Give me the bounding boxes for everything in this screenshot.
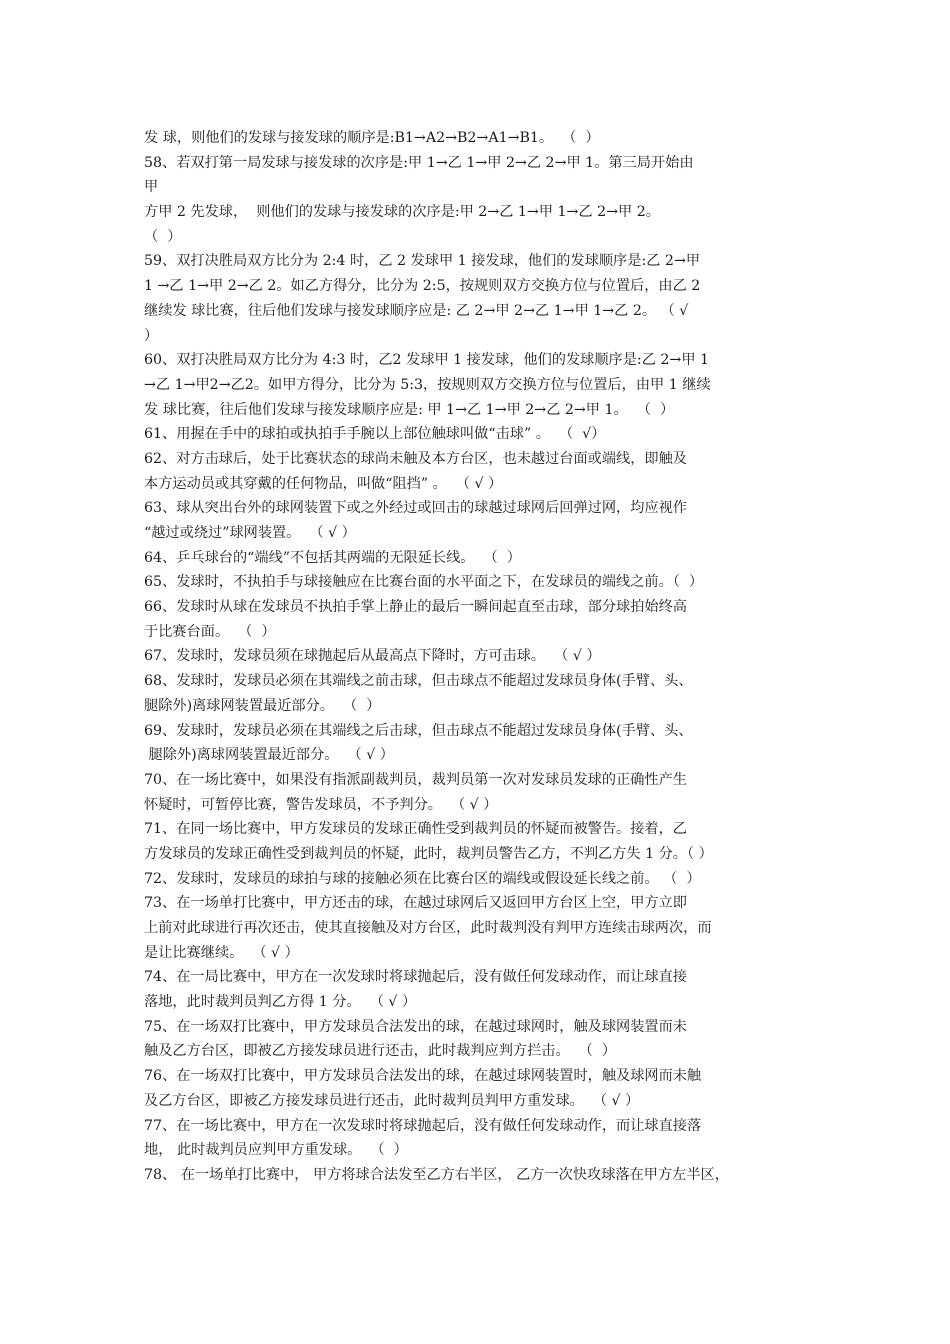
text-line: 方甲 2 先发球， 则他们的发球与接发球的次序是:甲 2→乙 1→甲 1→乙 2→甲 2。 [144, 204, 660, 221]
text-line: 怀疑时，可暂停比赛，警告发球员，不予判分。 （ √ ） [144, 796, 498, 813]
text-line: 地， 此时裁判员应判甲方重发球。 （ ） [144, 1142, 408, 1159]
text-line: 落地，此时裁判员判乙方得 1 分。 （ √ ） [144, 994, 417, 1011]
text-line: 68、发球时，发球员必须在其端线之前击球，但击球点不能超过发球员身体(手臂、头、 [144, 673, 693, 690]
text-line: 甲 [144, 179, 159, 196]
text-line: →乙 1→甲2→乙2。如甲方得分，比分为 5:3，按规则双方交换方位与位置后，由甲 1 继续 [144, 376, 711, 393]
text-line: 77、在一场比赛中，甲方在一次发球时将球抛起后，没有做任何发球动作，而让球直接落 [144, 1117, 702, 1134]
text-line: 继续发 球比赛，往后他们发球与接发球顺序应是: 乙 2→甲 2→乙 1→甲 1→乙 2。 （ √ [144, 302, 689, 319]
text-line: 腿除外)离球网装置最近部分。 （ ） [144, 697, 381, 714]
text-line: 于比赛台面。 （ ） [144, 623, 276, 640]
text-line: 69、发球时，发球员必须在其端线之后击球，但击球点不能超过发球员身体(手臂、头、 [144, 722, 693, 739]
text-line: 71、在同一场比赛中，甲方发球员的发球正确性受到裁判员的怀疑而被警告。接着，乙 [144, 821, 687, 838]
text-line: 1 →乙 1→甲 2→乙 2。如乙方得分，比分为 2:5，按规则双方交换方位与位置后，由乙 2 [144, 278, 701, 295]
text-line: 62、对方击球后，处于比赛状态的球尚未触及本方台区，也未越过台面或端线，即触及 [144, 450, 687, 467]
text-line: 58、若双打第一局发球与接发球的次序是:甲 1→乙 1→甲 2→乙 2→甲 1。第三局开始由 [144, 154, 694, 171]
text-line: 本方运动员或其穿戴的任何物品，叫做“阻挡” 。 （ √ ） [144, 475, 503, 492]
text-line: 61、用握在手中的球拍或执拍手手腕以上部位触球叫做“击球” 。 （ √） [144, 426, 606, 443]
text-line: 60、双打决胜局双方比分为 4:3 时，乙2 发球甲 1 接发球，他们的发球顺序是:乙 2→甲 1 [144, 352, 710, 369]
text-line: 及乙方台区，即被乙方接发球员进行还击，此时裁判员判甲方重发球。 （ √ ） [144, 1092, 640, 1109]
text-line: 63、球从突出台外的球网装置下或之外经过或回击的球越过球网后回弹过网，均应视作 [144, 500, 687, 517]
text-line: 74、在一局比赛中，甲方在一次发球时将球抛起后，没有做任何发球动作，而让球直接 [144, 969, 687, 986]
text-line: 发 球，则他们的发球与接发球的顺序是:B1→A2→B2→A1→B1。 （ ） [144, 130, 600, 146]
text-line: 73、在一场单打比赛中，甲方还击的球，在越过球网后又返回甲方台区上空，甲方立即 [144, 895, 687, 912]
text-line: 腿除外)离球网装置最近部分。 （ √ ） [144, 747, 394, 764]
text-line: 66、发球时从球在发球员不执拍手掌上静止的最后一瞬间起直至击球，部分球拍始终高 [144, 599, 687, 616]
text-line: 67、发球时，发球员须在球抛起后从最高点下降时，方可击球。 （ √ ） [144, 648, 601, 665]
text-line: 72、发球时，发球员的球拍与球的接触必须在比赛台区的端线或假设延长线之前。 （ ） [144, 870, 701, 887]
document-body [144, 126, 834, 1188]
text-line: 78、 在一场单打比赛中， 甲方将球合法发至乙方右半区， 乙方一次快攻球落在甲方左半区， [144, 1166, 729, 1183]
text-line: 70、在一场比赛中，如果没有指派副裁判员，裁判员第一次对发球员发球的正确性产生 [144, 771, 687, 788]
text-line: 59、双打决胜局双方比分为 2:4 时，乙 2 发球甲 1 接发球，他们的发球顺序是:乙 2→甲 [144, 253, 701, 270]
text-line: 是让比赛继续。 （ √ ） [144, 944, 299, 961]
text-line: 触及乙方台区，即被乙方接发球员进行还击，此时裁判应判方拦击。 （ ） [144, 1043, 617, 1060]
text-line: ） [144, 327, 159, 344]
text-line: 方发球员的发球正确性受到裁判员的怀疑，此时，裁判员警告乙方，不判乙方失 1 分。（ ） [144, 845, 713, 862]
text-line: 上前对此球进行再次还击，使其直接触及对方台区，此时裁判没有判甲方连续击球两次，而 [144, 920, 712, 936]
text-line: “越过或绕过”球网装置。 （ √ ） [144, 525, 356, 541]
text-line: 65、发球时，不执拍手与球接触应在比赛台面的水平面之下，在发球员的端线之前。（ ） [144, 574, 704, 591]
text-line: 76、在一场双打比赛中，甲方发球员合法发出的球，在越过球网装置时，触及球网而未触 [144, 1068, 702, 1085]
text-line: 75、在一场双打比赛中，甲方发球员合法发出的球，在越过球网时，触及球网装置而未 [144, 1018, 687, 1035]
text-line: （ ） [144, 228, 182, 245]
text-line: 发 球比赛，往后他们发球与接发球顺序应是: 甲 1→乙 1→甲 2→乙 2→甲 1。 （ ） [144, 401, 675, 418]
text-line: 64、乒乓球台的“端线”不包括其两端的无限延长线。 （ ） [144, 549, 521, 566]
